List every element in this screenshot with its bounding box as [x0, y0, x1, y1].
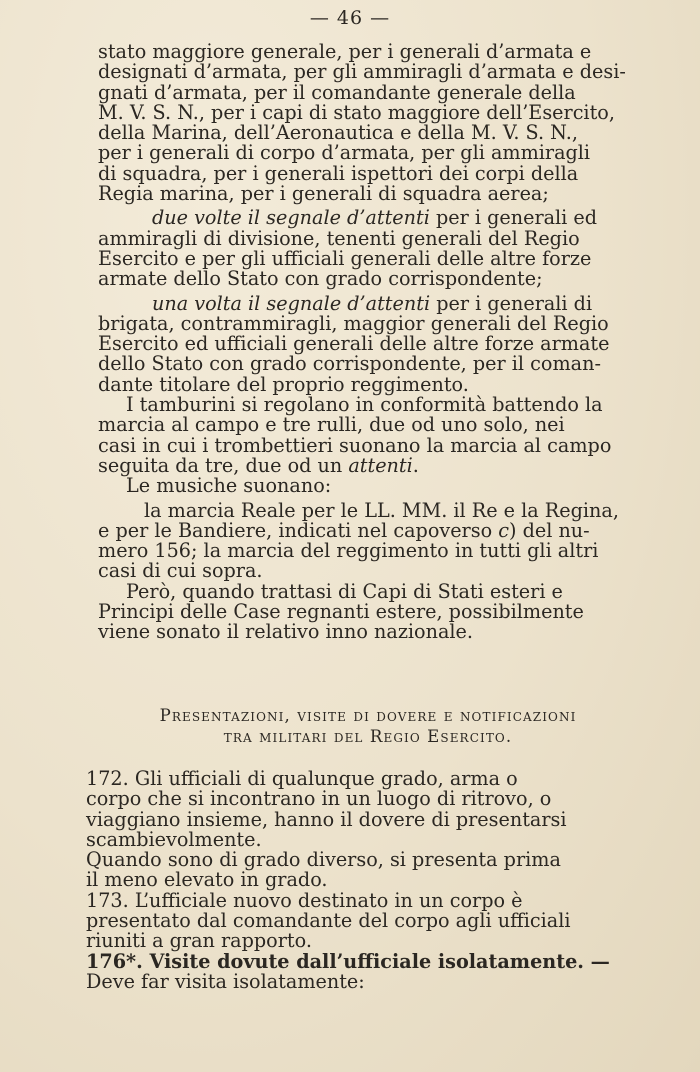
- text-line: I tamburini si regolano in conformità battendo la: [126, 393, 603, 417]
- italic-phrase: due volte il segnale d’attenti: [152, 206, 430, 230]
- text-line: stato maggiore generale, per i generali d’armata e: [98, 40, 592, 63]
- text-line: Esercito ed ufficiali generali delle altre forze armate: [98, 332, 610, 356]
- body-text-upper: [98, 42, 658, 643]
- italic-letter: c: [498, 518, 509, 542]
- text-line: Deve far visita isolatamente:: [86, 969, 365, 993]
- text-line: corpo che si incontrano in un luogo di ritrovo, o: [86, 787, 552, 811]
- text-line: ammiragli di divisione, tenenti generali del Regio: [98, 226, 580, 250]
- text-line: [98, 291, 658, 315]
- text-line: viaggiano insieme, hanno il dovere di presentarsi: [86, 807, 567, 831]
- text-line: Però, quando trattasi di Capi di Stati esteri e: [126, 579, 563, 603]
- text-line-bold: 176*. Visite dovute dall’ufficiale isolatamente. —: [86, 949, 610, 973]
- text-line: dello Stato con grado corrispondente, per il coman-: [98, 352, 601, 376]
- text-line: casi di cui sopra.: [98, 559, 263, 583]
- text-line: scambievolmente.: [86, 827, 262, 851]
- text-fragment: e per le Bandiere, indicati nel capoverso: [98, 518, 499, 542]
- text-line: viene sonato il relativo inno nazionale.: [98, 620, 473, 644]
- text-fragment: per i generali di: [430, 291, 593, 315]
- italic-word: attenti: [348, 453, 413, 477]
- text-fragment: ) del nu-: [508, 518, 590, 542]
- body-text-lower: [86, 769, 646, 992]
- text-line: gnati d’armata, per il comandante generale della: [98, 80, 576, 104]
- text-line: 172. Gli ufficiali di qualunque grado, arma o: [86, 767, 518, 790]
- text-line: per i generali di corpo d’armata, per gli ammiragli: [98, 141, 591, 165]
- italic-phrase: una volta il segnale d’attenti: [152, 291, 431, 315]
- text-line: M. V. S. N., per i capi di stato maggiore dell’Esercito,: [98, 100, 615, 124]
- text-line: armate dello Stato con grado corrispondente;: [98, 267, 543, 291]
- text-line: di squadra, per i generali ispettori dei corpi della: [98, 161, 579, 185]
- text-line: mero 156; la marcia del reggimento in tutti gli altri: [98, 539, 599, 563]
- text-line: marcia al campo e tre rulli, due od uno solo, nei: [98, 413, 565, 437]
- section-heading: [88, 705, 648, 747]
- text-line: [98, 518, 658, 542]
- text-line: dante titolare del proprio reggimento.: [98, 372, 469, 396]
- text-line: il meno elevato in grado.: [86, 868, 328, 892]
- text-line: riuniti a gran rapporto.: [86, 929, 312, 953]
- text-line: 173. L’ufficiale nuovo destinato in un corpo è: [86, 888, 523, 912]
- text-line: Principi delle Case regnanti estere, possibilmente: [98, 600, 584, 624]
- text-line: [98, 208, 658, 228]
- text-line: della Marina, dell’Aeronautica e della M. V. S. N.,: [98, 121, 578, 145]
- text-line: designati d’armata, per gli ammiragli d’armata e desi-: [98, 60, 626, 84]
- heading-line: tra militari del Regio Esercito.: [223, 727, 513, 746]
- text-fragment: .: [412, 453, 419, 477]
- text-line: Regia marina, per i generali di squadra aerea;: [98, 182, 549, 206]
- text-line: brigata, contrammiragli, maggior generali del Regio: [98, 311, 609, 335]
- text-line: presentato dal comandante del corpo agli ufficiali: [86, 909, 571, 933]
- heading-line: Presentazioni, visite di dovere e notificazioni: [159, 706, 577, 725]
- text-fragment: seguita da tre, due od un: [98, 453, 349, 477]
- page-number: — 46 —: [309, 7, 391, 29]
- text-line: Esercito e per gli ufficiali generali delle altre forze: [98, 246, 592, 270]
- text-line: [98, 453, 658, 477]
- text-fragment: per i generali ed: [429, 206, 598, 230]
- text-line: casi in cui i trombettieri suonano la marcia al campo: [98, 433, 612, 457]
- text-line: Quando sono di grado diverso, si presenta prima: [86, 848, 561, 872]
- text-line: la marcia Reale per le LL. MM. il Re e la Regina,: [144, 498, 619, 522]
- text-line: Le musiche suonano:: [126, 474, 332, 498]
